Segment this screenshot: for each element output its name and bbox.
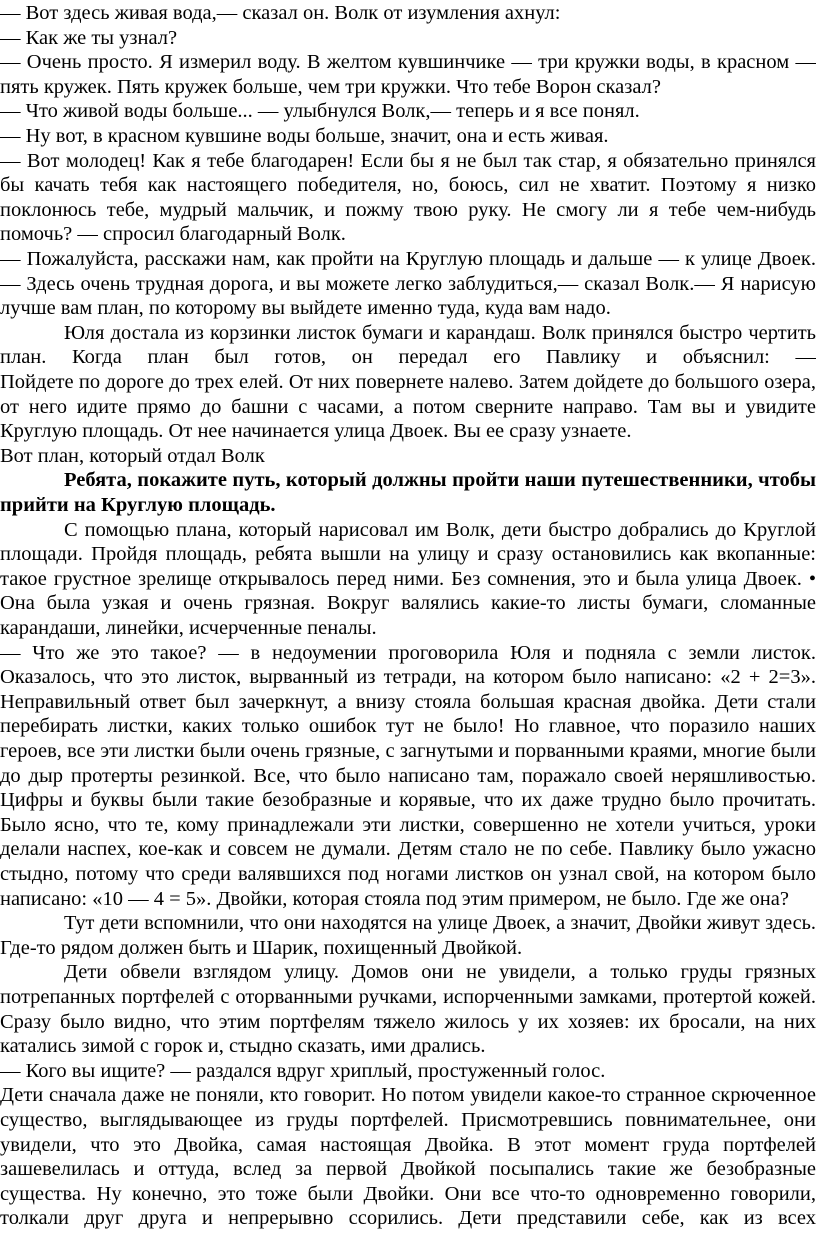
text-line: карандаши, линейки, исчерченные пеналы.: [0, 617, 377, 639]
text-line: Дети сначала даже не поняли, кто говорит. Но потом увидели какое-то странное скрюченное: [0, 1084, 816, 1107]
text-line: — Ну вот, в красном кувшине воды больше, значит, она и есть живая.: [0, 125, 609, 147]
text-line: — Что живой воды больше... — улыбнулся Волк,— теперь и я все понял.: [0, 100, 640, 123]
text-line: Тут дети вспомнили, что они находятся на улице Двоек, а значит, Двойки живут здесь.: [64, 912, 816, 935]
text-line: от него идите прямо до башни с часами, а потом сверните направо. Там вы и увидите: [0, 395, 816, 418]
text-line: — Вот здесь живая вода,— сказал он. Волк от изумления ахнул:: [0, 2, 561, 24]
text-line: катались зимой с горок и, стыдно сказать, ими дрались.: [0, 1035, 486, 1058]
text-line: лучше вам план, по которому вы выйдете именно туда, куда вам надо.: [0, 297, 611, 320]
text-line: помочь? — спросил благодарный Волк.: [0, 223, 346, 246]
text-line: — Здесь очень трудная дорога, и вы можете легко заблудиться,— сказал Волк.— Я нарисую: [0, 272, 816, 295]
text-line: такое грустное зрелище открывалось перед ними. Без сомнения, это и была улица Двоек. •: [0, 567, 816, 590]
text-line: Вот план, который отдал Волк: [0, 444, 265, 467]
text-line: написано: «10 — 4 = 5». Двойки, которая стояла под этим примером, не было. Где же она?: [0, 887, 789, 910]
text-line: Сразу было видно, что этим портфелям тяжело жилось у их хозяев: их бросали, на них: [0, 1010, 816, 1033]
text-line: Она была узкая и очень грязная. Вокруг валялись какие-то листы бумаги, сломанные: [0, 592, 816, 615]
text-line: до дыр протерты резинкой. Все, что было написано там, поражало своей неряшливостью.: [0, 764, 816, 787]
text-line: существо, выглядывающее из груды портфелей. Присмотревшись повнимательнее, они: [0, 1109, 816, 1131]
text-line: зашевелилась и оттуда, вслед за первой Двойкой посыпались такие же безобразные: [0, 1158, 816, 1181]
text-line: прийти на Круглую площадь.: [0, 494, 276, 516]
text-line: — Вот молодец! Как я тебе благодарен! Если бы я не был так стар, я обязательно принялся: [0, 149, 816, 172]
text-line: — Пожалуйста, расскажи нам, как пройти на Круглую площадь и дальше — к улице Двоек.: [0, 248, 816, 270]
text-line: — Что же это такое? — в недоумении проговорила Юля и подняла с земли листок.: [0, 641, 816, 664]
text-line: — Кого вы ищите? — раздался вдруг хриплый, простуженный голос.: [0, 1059, 606, 1082]
text-line: план. Когда план был готов, он передал его Павлику и объяснил: —: [0, 346, 816, 369]
text-line: Неправильный ответ был зачеркнут, а внизу стояла большая красная двойка. Дети стали: [0, 690, 816, 713]
text-line: существа. Ну конечно, это тоже были Двойки. Они все что-то одновременно говорили,: [0, 1182, 816, 1205]
text-line: бы качать тебя как настоящего победителя, но, боюсь, сил не хватит. Поэтому я низко: [0, 174, 816, 197]
text-line: потрепанных портфелей с оторванными ручками, испорченными замками, протертой кожей.: [0, 986, 816, 1008]
text-line: Юля достала из корзинки листок бумаги и карандаш. Волк принялся быстро чертить: [64, 321, 816, 344]
text-line: Пойдете по дороге до трех елей. От них повернете налево. Затем дойдете до большого озера,: [0, 371, 816, 393]
text-line: Оказалось, что это листок, вырванный из тетради, на котором было написано: «2 + 2=3».: [0, 666, 816, 689]
text-line: поклонюсь тебе, мудрый мальчик, и пожму твою руку. Не смогу ли я тебе чем-нибудь: [0, 198, 816, 221]
text-line: героев, все эти листки были очень грязные, с загнутыми и порванными краями, многие были: [0, 740, 816, 762]
text-line: Дети обвели взглядом улицу. Домов они не увидели, а только груды грязных: [64, 961, 816, 984]
text-line: С помощью плана, который нарисовал им Волк, дети быстро добрались до Круглой: [64, 518, 816, 541]
text-line: стыдно, потому что среди валявшихся под ногами листков он узнал свой, на котором было: [0, 863, 816, 885]
text-line: Ребята, покажите путь, который должны пройти наши путешественники, чтобы: [64, 469, 816, 492]
text-line: — Очень просто. Я измерил воду. В желтом кувшинчике — три кружки воды, в красном —: [0, 51, 816, 74]
text-line: перебирать листки, каких только ошибок тут не было! Но главное, что поразило наших: [0, 715, 816, 738]
text-line: увидели, что это Двойка, самая настоящая Двойка. В этот момент груда портфелей: [0, 1133, 816, 1156]
text-line: Где-то рядом должен быть и Шарик, похищенный Двойкой.: [0, 936, 523, 959]
text-line: Круглую площадь. От нее начинается улица Двоек. Вы ее сразу узнаете.: [0, 420, 632, 443]
text-line: Цифры и буквы были такие безобразные и корявые, что их даже трудно было прочитать.: [0, 789, 816, 812]
text-line: пять кружек. Пять кружек больше, чем три кружки. Что тебе Ворон сказал?: [0, 75, 661, 98]
text-line: Было ясно, что те, кому принадлежали эти листки, совершенно не хотели учиться, уроки: [0, 813, 816, 836]
text-line: — Как же ты узнал?: [0, 26, 178, 49]
text-line: делали наспех, кое-как и совсем не думали. Детям стало не по себе. Павлику было ужасно: [0, 838, 816, 861]
text-line: толкали друг друга и непрерывно ссорились. Дети представили себе, как из всех: [0, 1207, 816, 1230]
text-line: площади. Пройдя площадь, ребята вышли на улицу и сразу остановились как вкопанные:: [0, 543, 816, 566]
